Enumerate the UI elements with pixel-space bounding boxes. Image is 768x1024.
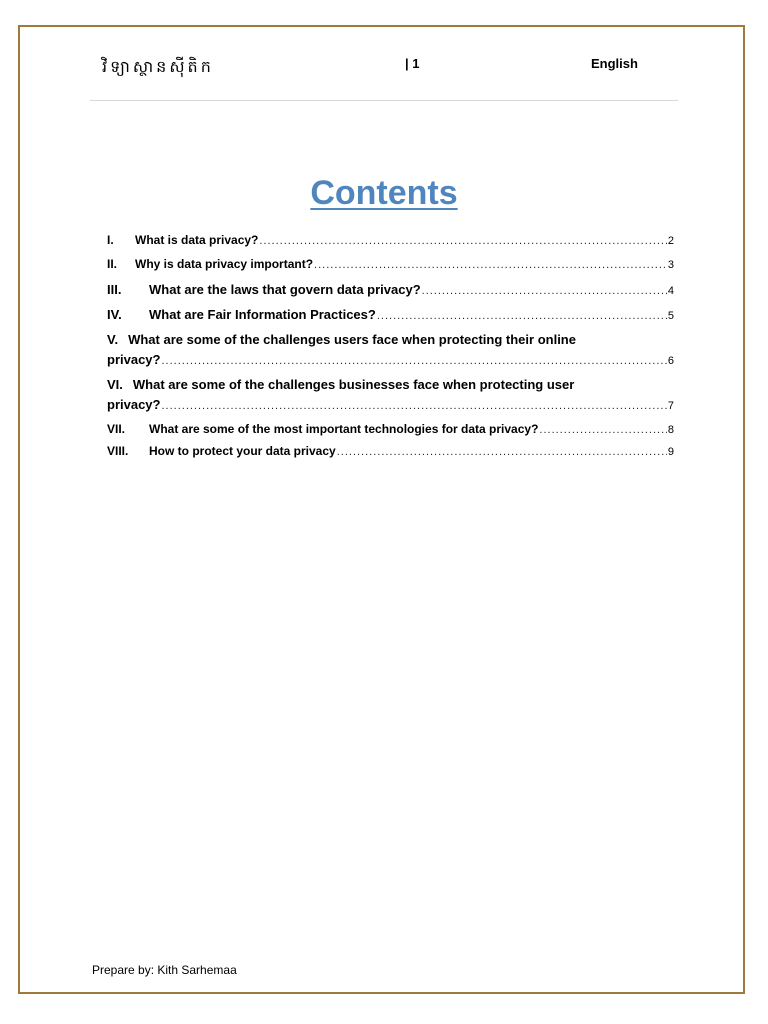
toc-entry-7[interactable] — [107, 419, 674, 440]
toc-entry-page: 4 — [667, 285, 674, 297]
toc-entry-4[interactable] — [107, 305, 674, 326]
toc-entry-number: VIII. — [107, 444, 129, 458]
toc-leader-dots — [259, 231, 667, 251]
toc-entry-number: VII. — [107, 422, 126, 436]
toc-leader-dots — [161, 351, 666, 371]
toc-entry-page: 3 — [667, 259, 674, 271]
toc-entry-1[interactable] — [107, 230, 674, 251]
toc-entry-text[interactable]: What are some of the challenges businesses face when protecting user — [132, 377, 575, 392]
toc-entry-text[interactable]: What are Fair Information Practices? — [149, 307, 376, 322]
toc-entry-text-continued[interactable]: privacy? — [107, 397, 161, 412]
toc-entry-number: IV. — [107, 307, 122, 322]
toc-entry-6[interactable] — [107, 375, 674, 416]
toc-leader-dots — [422, 281, 667, 301]
footer-prepared-by: Prepare by: Kith Sarhemaa — [92, 963, 237, 977]
toc-entry-number: V. — [107, 332, 119, 347]
toc-entry-number: III. — [107, 282, 122, 297]
page-border — [18, 25, 745, 994]
header-khmer-title: វិទ្យាស្ថានស៊ីតិក — [102, 57, 214, 76]
toc-entry-number: I. — [107, 233, 114, 247]
toc-leader-dots — [337, 442, 667, 462]
toc-entry-text[interactable]: What are some of the most important technologies for data privacy? — [149, 422, 539, 436]
toc-entry-text-continued[interactable]: privacy? — [107, 352, 161, 367]
toc-entry-2[interactable] — [107, 254, 674, 275]
toc-entry-page: 7 — [667, 400, 674, 412]
toc-entry-page: 8 — [667, 424, 674, 436]
toc-entry-page: 6 — [667, 355, 674, 367]
toc-entry-text[interactable]: What are some of the challenges users face when protecting their online — [128, 332, 576, 347]
toc-entry-text[interactable]: What are the laws that govern data privacy? — [149, 282, 421, 297]
toc-leader-dots — [539, 420, 666, 440]
toc-entry-3[interactable] — [107, 280, 674, 301]
header-page-number: | 1 — [405, 56, 420, 71]
toc-entry-page: 5 — [667, 310, 674, 322]
header-language: English — [591, 56, 638, 71]
toc-entry-5[interactable] — [107, 330, 674, 371]
page-title: Contents — [310, 174, 458, 212]
toc-entry-text[interactable]: Why is data privacy important? — [135, 257, 314, 271]
toc-entry-page: 9 — [667, 446, 674, 458]
toc-leader-dots — [314, 255, 667, 275]
toc-entry-text[interactable]: What is data privacy? — [135, 233, 259, 247]
toc-entry-number: VI. — [107, 377, 123, 392]
header-divider — [90, 100, 678, 101]
toc-leader-dots — [161, 396, 666, 416]
toc-leader-dots — [377, 306, 667, 326]
toc-entry-number: II. — [107, 257, 118, 271]
toc-entry-page: 2 — [667, 235, 674, 247]
toc-entry-text[interactable]: How to protect your data privacy — [149, 444, 336, 458]
toc-entry-8[interactable] — [107, 441, 674, 462]
